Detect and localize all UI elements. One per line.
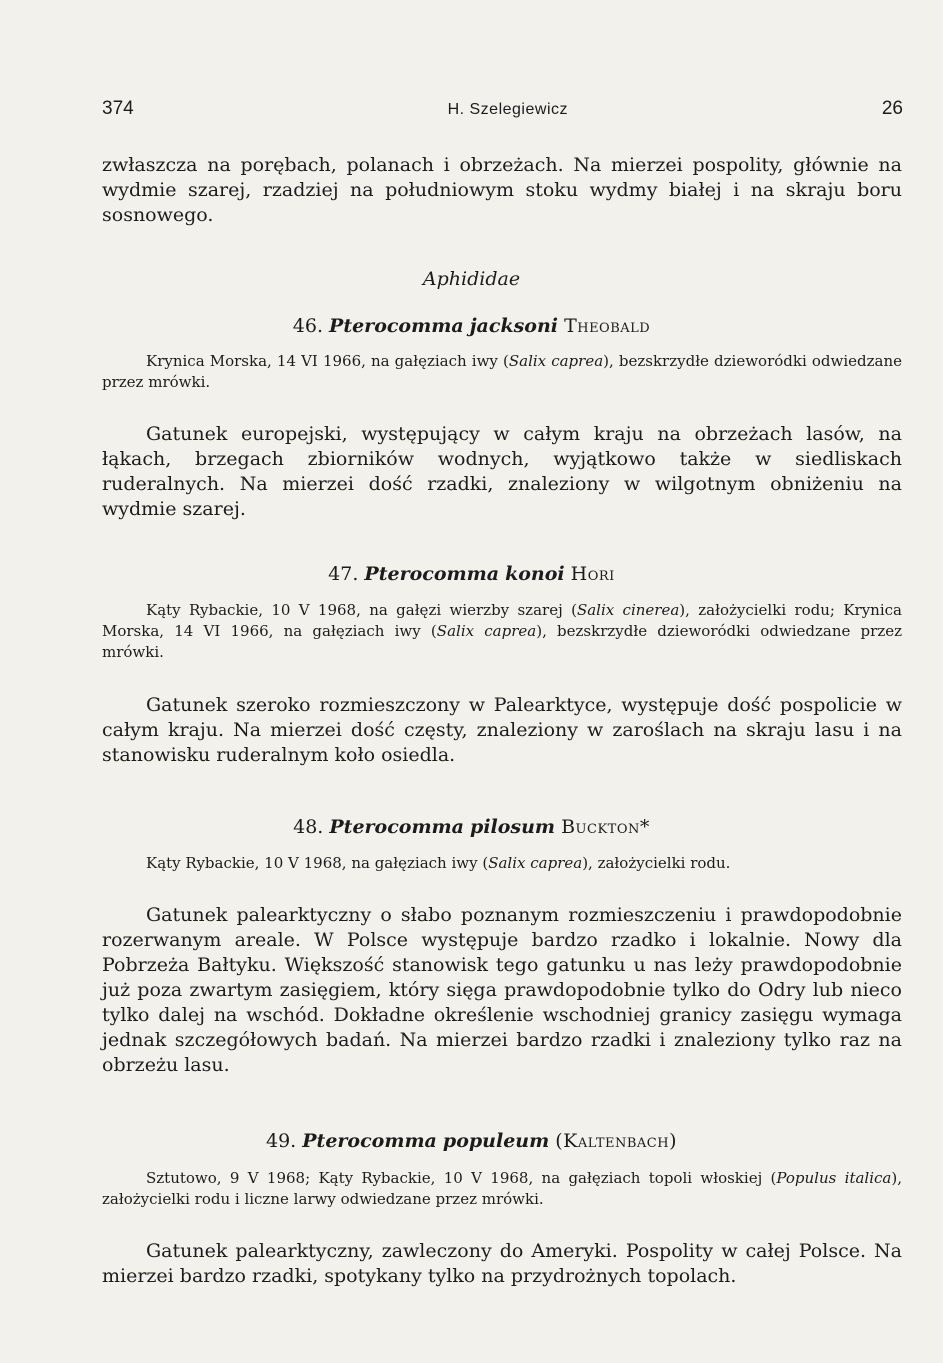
issue-number: 26: [881, 98, 903, 119]
species-description-48: Gatunek palearktyczny o słabo poznanym rozmieszczeniu i prawdopodobnie rozerwanym areale. W Polsce występuje bardzo rzadko i lokalnie. Nowy dla Pobrzeża Bałtyku. Większość stanowisk tego gatunku u nas leży prawdopodobnie już poza zwartym zasięgiem, który sięga prawdopodobnie tylko do Odry lub nieco tylko dalej na wschód. Dokładne określenie wschodniej granicy zasięgu wymaga jednak szczegółowych badań. Na mierzei bardzo rzadki i znaleziony tylko raz na obrzeżu lasu.: [102, 904, 902, 1076]
species-epithet: pilosum: [470, 816, 556, 838]
species-genus: Pterocomma: [364, 563, 500, 585]
species-epithet: konoi: [505, 563, 565, 585]
species-epithet: populeum: [442, 1130, 550, 1152]
record-latin-name: Salix caprea: [436, 622, 537, 640]
species-number: 49.: [266, 1130, 297, 1152]
intro-paragraph: zwłaszcza na porębach, polanach i obrzeżach. Na mierzei pospolity, głównie na wydmie szarej, rzadziej na południowym stoku wydmy białej i na skraju boru sosnowego.: [102, 154, 902, 226]
species-number: 48.: [293, 816, 324, 838]
running-head: [102, 98, 903, 120]
species-description-49: Gatunek palearktyczny, zawleczony do Ameryki. Pospolity w całej Polsce. Na mierzei bardzo rzadki, spotykany tylko na przydrożnych topolach.: [102, 1240, 902, 1287]
species-genus: Pterocomma: [302, 1130, 437, 1152]
species-heading-47: [0, 563, 943, 585]
record-text: Krynica Morska, 14 VI 1966, na gałęziach iwy (: [146, 352, 509, 370]
species-description-47: Gatunek szeroko rozmieszczony w Palearktyce, występuje dość pospolicie w całym kraju. Na mierzei dość częsty, znaleziony w zaroślach na skraju lasu i na stanowisku ruderalnym koło osiedla.: [102, 694, 902, 766]
record-text: ), założycielki rodu; Krynica Morska, 14 VI 1966, na gałęziach iwy (: [102, 601, 902, 640]
species-heading-48: [0, 816, 943, 838]
record-text: Kąty Rybackie, 10 V 1968, na gałęzi wierzby szarej (: [146, 601, 577, 619]
species-record-47: [102, 600, 902, 663]
page-number: 374: [102, 98, 134, 119]
record-text: Sztutowo, 9 V 1968; Kąty Rybackie, 10 V 1968, na gałęziach topoli włoskiej (: [146, 1169, 777, 1187]
record-latin-name: Populus italica: [776, 1169, 892, 1187]
family-heading: Aphididae: [422, 268, 521, 290]
record-latin-name: Salix caprea: [488, 854, 583, 872]
record-latin-name: Salix caprea: [508, 352, 604, 370]
record-text: ), bezskrzydłe dzieworódki odwiedzane przez mrówki.: [102, 352, 902, 391]
record-text: ), założycielki rodu i liczne larwy odwiedzane przez mrówki.: [102, 1169, 902, 1208]
running-head-author: H. Szelegiewicz: [447, 101, 568, 118]
species-record-46: [102, 351, 902, 393]
species-author: (Kaltenbach): [555, 1130, 677, 1152]
species-description-46: Gatunek europejski, występujący w całym kraju na obrzeżach lasów, na łąkach, brzegach zbiorników wodnych, wyjątkowo także w siedliskach ruderalnych. Na mierzei dość rzadki, znaleziony w wilgotnym obniżeniu na wydmie szarej.: [102, 423, 902, 520]
species-author: Hori: [570, 563, 615, 585]
species-epithet: jacksoni: [469, 315, 559, 337]
record-text: Kąty Rybackie, 10 V 1968, na gałęziach iwy (: [146, 854, 489, 872]
record-text: ), założycielki rodu.: [582, 854, 731, 872]
species-genus: Pterocomma: [329, 315, 464, 337]
record-text: ), bezskrzydłe dzieworódki odwiedzane przez mrówki.: [102, 622, 903, 661]
species-number: 47.: [328, 563, 359, 585]
species-heading-46: [0, 315, 943, 337]
species-genus: Pterocomma: [329, 816, 464, 838]
species-author: Theobald: [564, 315, 651, 337]
record-latin-name: Salix cinerea: [576, 601, 680, 619]
species-record-49: [102, 1168, 902, 1210]
species-record-48: [102, 853, 902, 874]
species-author: Buckton*: [561, 816, 650, 838]
species-number: 46.: [292, 315, 323, 337]
species-heading-49: [0, 1130, 943, 1152]
